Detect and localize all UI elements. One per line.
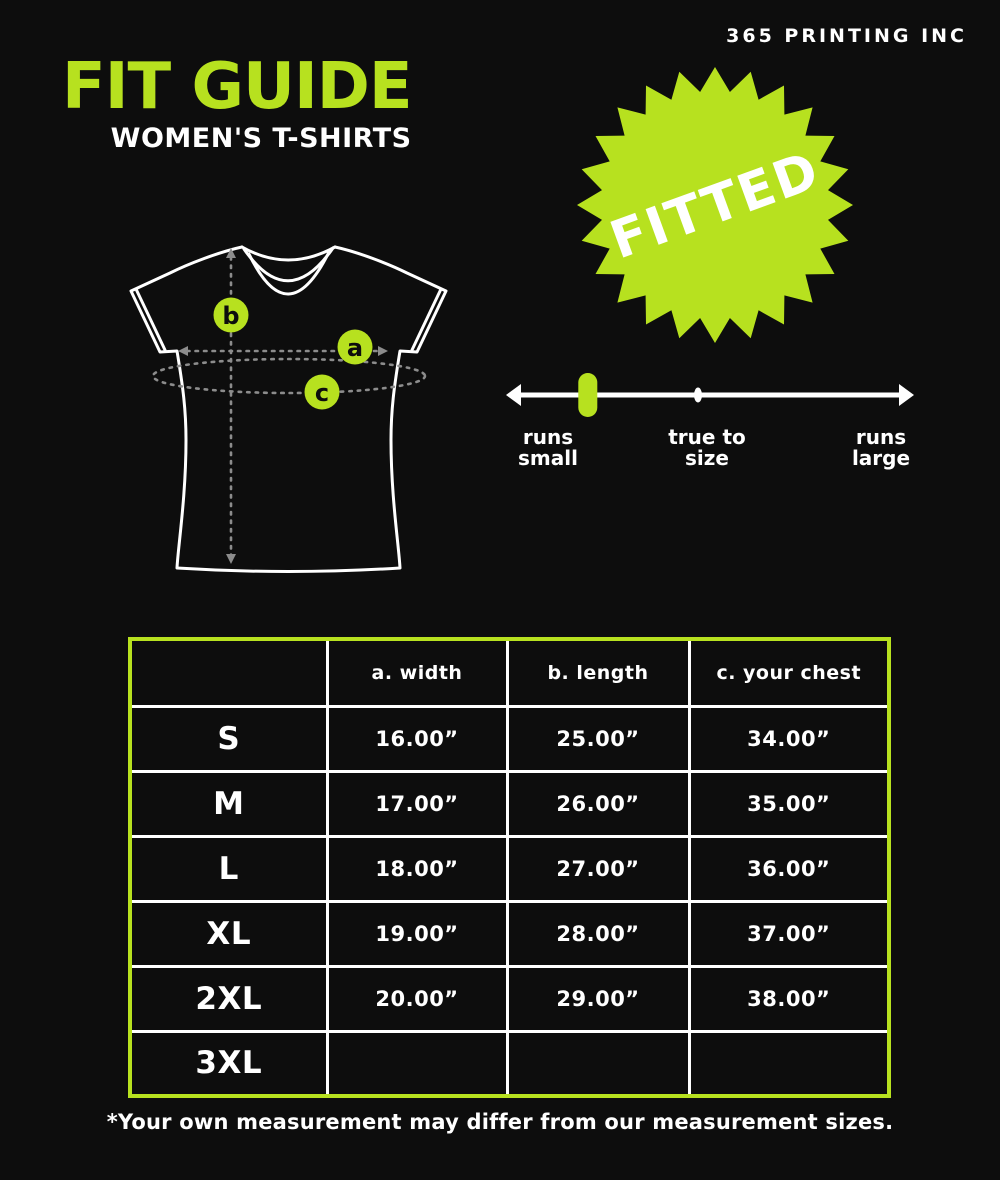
chest-value: 35.00” [689, 771, 889, 836]
size-label: XL [130, 901, 327, 966]
size-label: L [130, 836, 327, 901]
chest-value: 36.00” [689, 836, 889, 901]
col-header-length: b. length [507, 639, 689, 706]
chest-value: 38.00” [689, 966, 889, 1031]
length-value [507, 1031, 689, 1096]
true-to-size-tick [694, 388, 702, 403]
size-label: S [130, 706, 327, 771]
width-value: 18.00” [327, 836, 507, 901]
table-row-m [130, 771, 889, 836]
table-row-2xl [130, 966, 889, 1031]
table-row-s [130, 706, 889, 771]
table-row-xl [130, 901, 889, 966]
col-header-chest: c. your chest [689, 639, 889, 706]
left-cuff-line [136, 289, 165, 350]
chest-value: 34.00” [689, 706, 889, 771]
width-value: 17.00” [327, 771, 507, 836]
measurement-disclaimer: *Your own measurement may differ from our measurement sizes. [106, 1110, 894, 1134]
brand-name: 365 PRINTING INC [726, 25, 967, 47]
size-label: M [130, 771, 327, 836]
col-header-width: a. width [327, 639, 507, 706]
scale-label-true-to-size: true to size [668, 425, 746, 470]
length-value: 25.00” [507, 706, 689, 771]
marker-c-label: c [314, 379, 330, 407]
width-value [327, 1031, 507, 1096]
length-value: 26.00” [507, 771, 689, 836]
fitted-badge [560, 55, 870, 355]
length-value: 28.00” [507, 901, 689, 966]
collar-back-line [242, 247, 335, 260]
size-chart-table [128, 637, 891, 1098]
fitted-badge-label: FITTED [602, 140, 828, 272]
right-cuff-line [412, 289, 441, 350]
marker-b-label: b [222, 302, 240, 330]
size-label: 3XL [130, 1031, 327, 1096]
chest-measure-ellipse [153, 359, 425, 393]
table-row-l [130, 836, 889, 901]
width-arrow-left-icon [178, 346, 188, 356]
collar-front-line [249, 252, 329, 294]
page-subtitle: WOMEN'S T-SHIRTS [110, 123, 412, 155]
page-title: FIT GUIDE [62, 50, 412, 124]
width-value: 19.00” [327, 901, 507, 966]
chest-value [689, 1031, 889, 1096]
length-value: 29.00” [507, 966, 689, 1031]
table-row-3xl [130, 1031, 889, 1096]
scale-label-runs-large: runs large [851, 425, 911, 470]
scale-marker [578, 373, 597, 417]
width-value: 20.00” [327, 966, 507, 1031]
width-value: 16.00” [327, 706, 507, 771]
tshirt-outline [131, 247, 446, 572]
scale-label-runs-small: runs small [518, 425, 578, 470]
header [62, 50, 412, 155]
tshirt-diagram [115, 225, 465, 585]
length-arrow-down-icon [226, 554, 236, 564]
marker-a-label: a [346, 334, 364, 362]
width-arrow-right-icon [378, 346, 388, 356]
header-row [130, 639, 889, 706]
col-header-size [130, 639, 327, 706]
size-label: 2XL [130, 966, 327, 1031]
scale-arrow-left-icon [506, 384, 521, 406]
length-value: 27.00” [507, 836, 689, 901]
fit-scale [505, 362, 915, 424]
scale-arrow-right-icon [899, 384, 914, 406]
chest-value: 37.00” [689, 901, 889, 966]
